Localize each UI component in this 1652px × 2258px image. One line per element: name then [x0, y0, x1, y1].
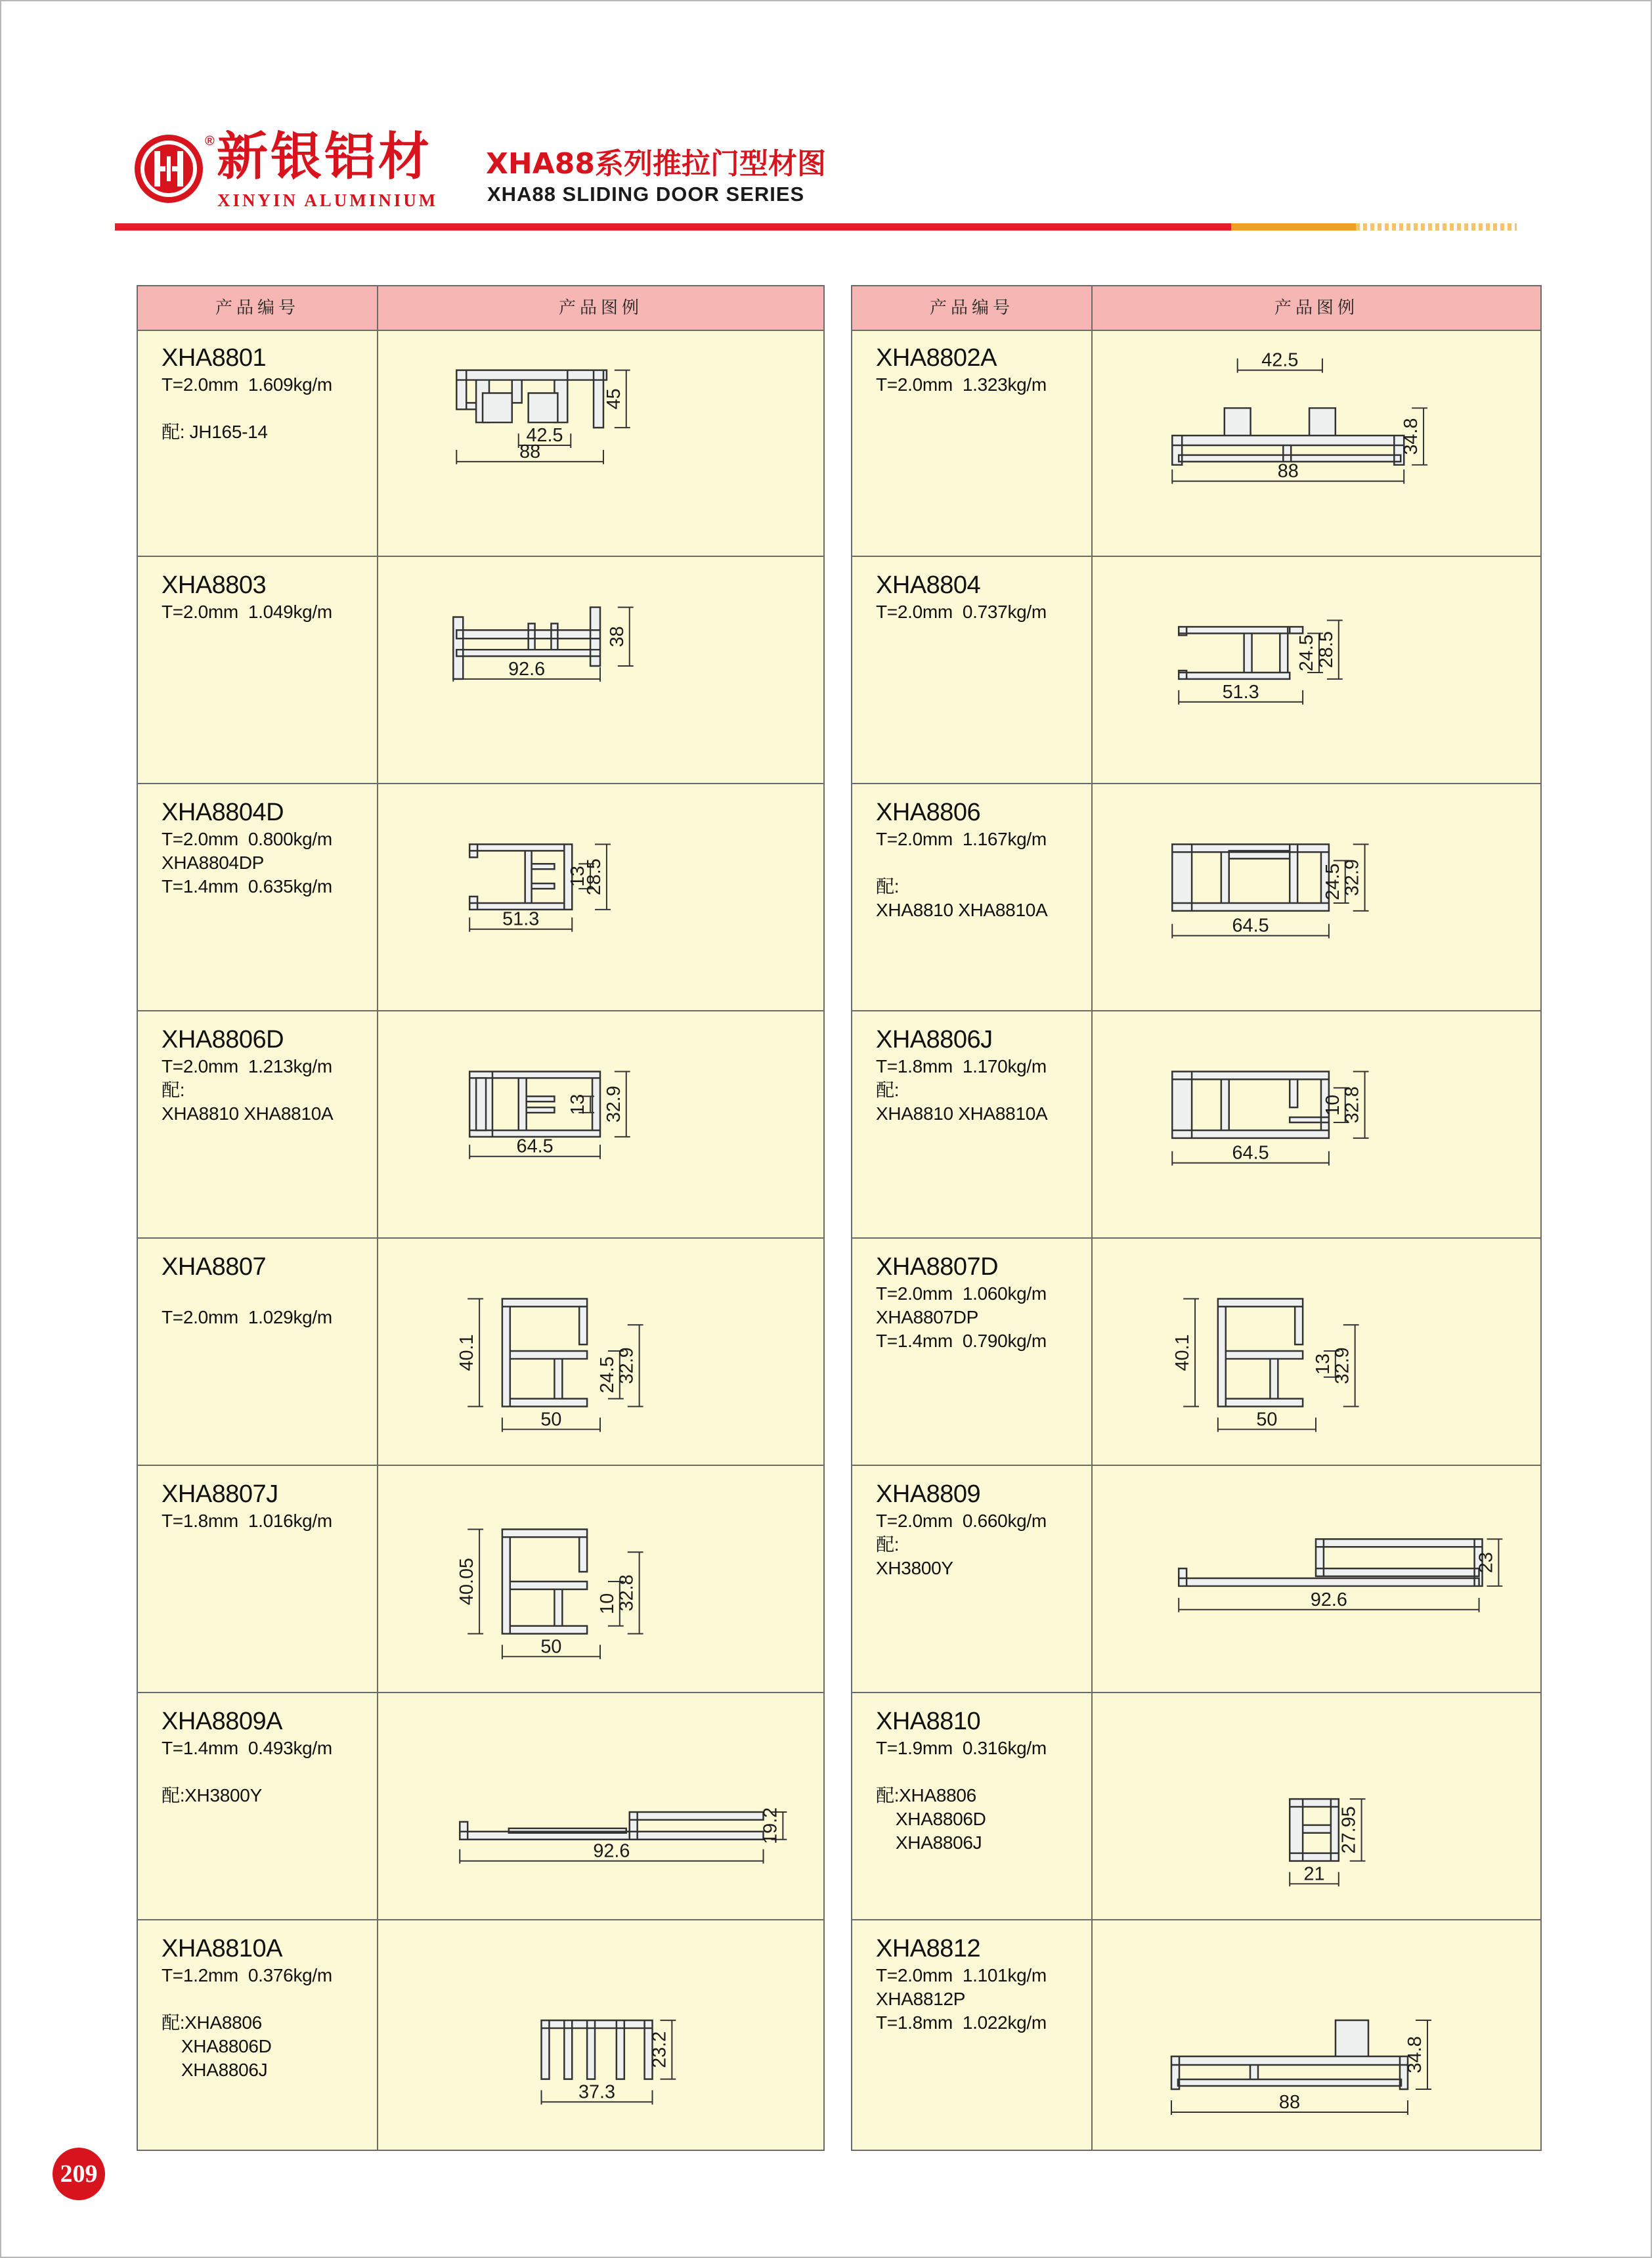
- header-rule-red: [115, 223, 1231, 231]
- dimension-label: 34.8: [1404, 2036, 1425, 2073]
- product-spec-line: T=1.4mm 0.635kg/m: [162, 876, 332, 897]
- product-spec-line: 配:XHA8806: [876, 1785, 976, 1805]
- product-info: [162, 1479, 372, 1533]
- header-rule-orange: [1231, 223, 1356, 231]
- product-spec-line: [162, 397, 372, 420]
- dimension-label: 13: [567, 1094, 589, 1115]
- profile-drawing: [378, 558, 823, 783]
- column-header-code: 产品编号: [929, 298, 1014, 318]
- product-spec-line: XH3800Y: [876, 1558, 953, 1578]
- product-spec-line: T=2.0mm 1.029kg/m: [162, 1307, 332, 1327]
- product-spec-line: XHA8806J: [876, 1832, 982, 1853]
- profile-drawing: [1093, 1013, 1540, 1237]
- dimension-label: 10: [1322, 1094, 1343, 1116]
- product-figure: [378, 1013, 823, 1237]
- dimension-label: 51.3: [502, 908, 540, 930]
- profile-drawing: [1093, 331, 1540, 556]
- dimension-label: 24.5: [1322, 863, 1343, 900]
- product-info: [876, 797, 1086, 922]
- product-figure: [378, 1240, 823, 1465]
- product-spec-line: T=1.9mm 0.316kg/m: [876, 1738, 1047, 1758]
- profile-section: [1172, 408, 1404, 464]
- product-spec-line: T=1.4mm 0.790kg/m: [876, 1331, 1047, 1351]
- dimension-label: 23: [1475, 1552, 1497, 1574]
- header-rule-dots: [1356, 223, 1517, 231]
- column-header-image: 产品图例: [1274, 298, 1359, 318]
- product-code: XHA8810A: [162, 1935, 283, 1962]
- dimension-label: 32.8: [1341, 1086, 1363, 1124]
- product-spec-line: 配:XH3800Y: [162, 1785, 262, 1805]
- dimension-label: 92.6: [593, 1840, 630, 1862]
- product-code: XHA8803: [162, 571, 267, 599]
- table-row: [852, 331, 1540, 557]
- product-table-right: [851, 285, 1542, 2151]
- product-figure: [378, 558, 823, 783]
- table-row: [852, 786, 1540, 1011]
- profile-section: [542, 2020, 653, 2079]
- product-info: [876, 1706, 1086, 1855]
- product-figure: [1093, 1694, 1540, 1919]
- product-code: XHA8802A: [876, 344, 997, 372]
- product-spec-line: T=2.0mm 0.800kg/m: [162, 829, 332, 849]
- profile-drawing: [378, 1013, 823, 1237]
- table-row: [138, 558, 823, 784]
- product-spec-line: T=2.0mm 1.609kg/m: [162, 374, 332, 395]
- product-info: [876, 570, 1086, 624]
- profile-section: [502, 1529, 587, 1633]
- table-row: [138, 786, 823, 1011]
- dimension-label: 32.9: [1332, 1347, 1353, 1384]
- product-info: [162, 343, 372, 444]
- dimension-label: 64.5: [1232, 915, 1269, 937]
- product-info: [162, 1706, 372, 1807]
- product-spec-line: 配:: [876, 1080, 900, 1100]
- dimension-label: 40.1: [456, 1334, 478, 1371]
- xinyin-logo-icon: [133, 133, 205, 205]
- product-spec-line: T=1.8mm 1.016kg/m: [162, 1511, 332, 1531]
- profile-section: [502, 1298, 587, 1406]
- table-row: [138, 1467, 823, 1693]
- product-figure: [378, 1694, 823, 1919]
- page-number: 209: [53, 2148, 105, 2200]
- dimension-label: 45: [603, 388, 624, 410]
- product-code: XHA8801: [162, 344, 267, 372]
- dimension-label: 23.2: [649, 2031, 670, 2068]
- product-spec-line: XHA8810 XHA8810A: [876, 1103, 1048, 1124]
- dimension-label: 32.8: [616, 1574, 638, 1612]
- dimension-label: 92.6: [1310, 1589, 1347, 1610]
- dimension-label: 88: [1278, 2092, 1301, 2113]
- profile-drawing: [1093, 558, 1540, 783]
- product-spec-line: T=2.0mm 1.213kg/m: [162, 1056, 332, 1076]
- product-spec-line: 配:: [876, 1534, 900, 1555]
- profile-drawing: [1093, 786, 1540, 1010]
- product-spec-line: T=2.0mm 1.049kg/m: [162, 602, 332, 622]
- dimension-label: 64.5: [1232, 1142, 1269, 1164]
- product-spec-line: T=1.8mm 1.022kg/m: [876, 2012, 1047, 2033]
- product-info: [876, 1934, 1086, 2035]
- product-spec-line: T=2.0mm 0.737kg/m: [876, 602, 1047, 622]
- product-code: XHA8809A: [162, 1708, 283, 1735]
- product-spec-line: XHA8807DP: [876, 1307, 979, 1327]
- product-code: XHA8812: [876, 1935, 981, 1962]
- product-spec-line: XHA8810 XHA8810A: [162, 1103, 334, 1124]
- dimension-label: 13: [567, 866, 589, 887]
- product-spec-line: 配:XHA8806: [162, 2012, 262, 2033]
- dimension-label: 21: [1303, 1863, 1325, 1885]
- dimension-label: 51.3: [1222, 681, 1259, 703]
- product-figure: [378, 786, 823, 1010]
- dimension-label: 27.95: [1338, 1806, 1360, 1854]
- dimension-label: 34.8: [1401, 418, 1422, 455]
- product-spec-line: XHA8806D: [876, 1809, 986, 1829]
- product-info: [162, 570, 372, 624]
- profile-section: [1290, 1799, 1339, 1861]
- profile-section: [476, 1078, 486, 1130]
- table-row: [852, 1013, 1540, 1239]
- product-figure: [378, 1467, 823, 1692]
- product-spec-line: XHA8812P: [876, 1989, 966, 2009]
- product-figure: [1093, 786, 1540, 1010]
- profile-drawing: [378, 1240, 823, 1465]
- profile-drawing: [378, 1922, 823, 2148]
- profile-section: [460, 1812, 763, 1840]
- dimension-label: 37.3: [578, 2081, 616, 2103]
- profile-section: [469, 844, 572, 909]
- product-figure: [1093, 558, 1540, 783]
- dimension-label: 38: [606, 626, 628, 648]
- product-spec-line: T=2.0mm 1.101kg/m: [876, 1965, 1047, 1985]
- table-row: [138, 331, 823, 557]
- table-row: [852, 1467, 1540, 1693]
- product-spec-line: 配:: [162, 1080, 185, 1100]
- profile-drawing: [378, 786, 823, 1010]
- product-code: XHA8804D: [162, 799, 284, 826]
- product-spec-line: XHA8804DP: [162, 852, 265, 873]
- table-row: [852, 1922, 1540, 2148]
- profile-drawing: [1093, 1240, 1540, 1465]
- dimension-label: 28.5: [584, 858, 605, 896]
- dimension-label: 88: [1277, 460, 1299, 482]
- table-row: [138, 1240, 823, 1466]
- product-figure: [378, 1922, 823, 2148]
- profile-drawing: [1093, 1922, 1540, 2148]
- product-figure: [1093, 1467, 1540, 1692]
- table-header: [852, 286, 1540, 331]
- brand-name-en: XINYIN ALUMINIUM: [217, 190, 439, 210]
- dimension-label: 50: [540, 1636, 562, 1658]
- series-title-cn: XHA88系列推拉门型材图: [486, 147, 827, 181]
- product-info: [162, 1025, 372, 1126]
- product-code: XHA8806J: [876, 1026, 993, 1053]
- profile-drawing: [378, 1467, 823, 1692]
- product-spec-line: T=1.8mm 1.170kg/m: [876, 1056, 1047, 1076]
- product-spec-line: [876, 851, 1086, 875]
- profile-drawing: [1093, 1467, 1540, 1692]
- dimension-label: 40.05: [456, 1557, 478, 1606]
- profile-drawing: [1093, 1694, 1540, 1919]
- product-info: [876, 1025, 1086, 1126]
- table-row: [138, 1013, 823, 1239]
- dimension-label: 40.1: [1172, 1334, 1194, 1371]
- dimension-label: 19.2: [760, 1807, 781, 1844]
- dimension-label: 64.5: [516, 1136, 554, 1157]
- profile-section: [1179, 1539, 1482, 1586]
- product-info: [162, 797, 372, 898]
- product-code: XHA8807J: [162, 1480, 278, 1508]
- product-spec-line: XHA8810 XHA8810A: [876, 900, 1048, 920]
- product-spec-line: T=2.0mm 0.660kg/m: [876, 1511, 1047, 1531]
- dimension-label: 50: [1256, 1409, 1278, 1430]
- dimension-label: 32.9: [1341, 859, 1363, 897]
- profile-drawing: [378, 331, 823, 556]
- product-spec-line: T=1.4mm 0.493kg/m: [162, 1738, 332, 1758]
- brand-name-cn: 新银铝材: [217, 127, 433, 187]
- product-spec-line: T=1.2mm 0.376kg/m: [162, 1965, 332, 1985]
- column-header-code: 产品编号: [215, 298, 299, 318]
- product-figure: [1093, 1013, 1540, 1237]
- dimension-label: 24.5: [1296, 634, 1318, 672]
- dimension-label: 42.5: [1261, 349, 1299, 371]
- product-code: XHA8807D: [876, 1253, 999, 1281]
- product-info: [876, 343, 1086, 397]
- product-code: XHA8809: [876, 1480, 981, 1508]
- dimension-label: 88: [519, 441, 541, 462]
- table-row: [852, 1240, 1540, 1466]
- table-row: [138, 1922, 823, 2148]
- dimension-label: 24.5: [596, 1356, 618, 1394]
- product-figure: [1093, 331, 1540, 556]
- dimension-label: 10: [596, 1593, 618, 1614]
- profile-section: [1218, 1298, 1303, 1406]
- product-code: XHA8806D: [162, 1026, 284, 1053]
- product-spec-line: T=2.0mm 1.323kg/m: [876, 374, 1047, 395]
- series-title-en: XHA88 SLIDING DOOR SERIES: [487, 183, 805, 206]
- product-code: XHA8807: [162, 1253, 267, 1281]
- product-table-left: [137, 285, 825, 2151]
- dimension-label: 42.5: [526, 425, 563, 447]
- product-spec-line: 配: JH165-14: [162, 422, 268, 442]
- product-info: [162, 1934, 372, 2082]
- product-info: [162, 1252, 372, 1329]
- product-spec-line: 配:: [876, 876, 900, 897]
- product-figure: [1093, 1922, 1540, 2148]
- product-code: XHA8810: [876, 1708, 981, 1735]
- product-figure: [1093, 1240, 1540, 1465]
- product-spec-line: [162, 1760, 372, 1784]
- registered-mark: ®: [205, 134, 215, 148]
- profile-section: [1171, 2020, 1408, 2089]
- dimension-label: 92.6: [508, 658, 546, 680]
- table-row: [852, 1694, 1540, 1920]
- profile-section: [1172, 844, 1329, 910]
- product-spec-line: [162, 1282, 372, 1306]
- dimension-label: 32.9: [603, 1086, 624, 1123]
- table-header: [138, 286, 823, 331]
- dimension-label: 32.9: [616, 1347, 638, 1384]
- product-code: XHA8806: [876, 799, 981, 826]
- product-spec-line: [162, 1987, 372, 2011]
- dimension-label: 28.5: [1315, 631, 1337, 669]
- product-info: [876, 1479, 1086, 1580]
- column-header-image: 产品图例: [558, 298, 643, 318]
- product-code: XHA8804: [876, 571, 981, 599]
- dimension-label: 13: [1312, 1353, 1334, 1375]
- product-spec-line: XHA8806D: [162, 2036, 272, 2056]
- profile-section: [1179, 627, 1303, 679]
- product-spec-line: [876, 1760, 1086, 1784]
- product-figure: [378, 331, 823, 556]
- table-row: [852, 558, 1540, 784]
- dimension-label: 50: [540, 1409, 562, 1430]
- product-spec-line: XHA8806J: [162, 2060, 268, 2080]
- table-row: [138, 1694, 823, 1920]
- product-info: [876, 1252, 1086, 1353]
- product-spec-line: T=2.0mm 1.060kg/m: [876, 1283, 1047, 1304]
- profile-drawing: [378, 1694, 823, 1919]
- profile-section: [1172, 1071, 1329, 1138]
- product-spec-line: T=2.0mm 1.167kg/m: [876, 829, 1047, 849]
